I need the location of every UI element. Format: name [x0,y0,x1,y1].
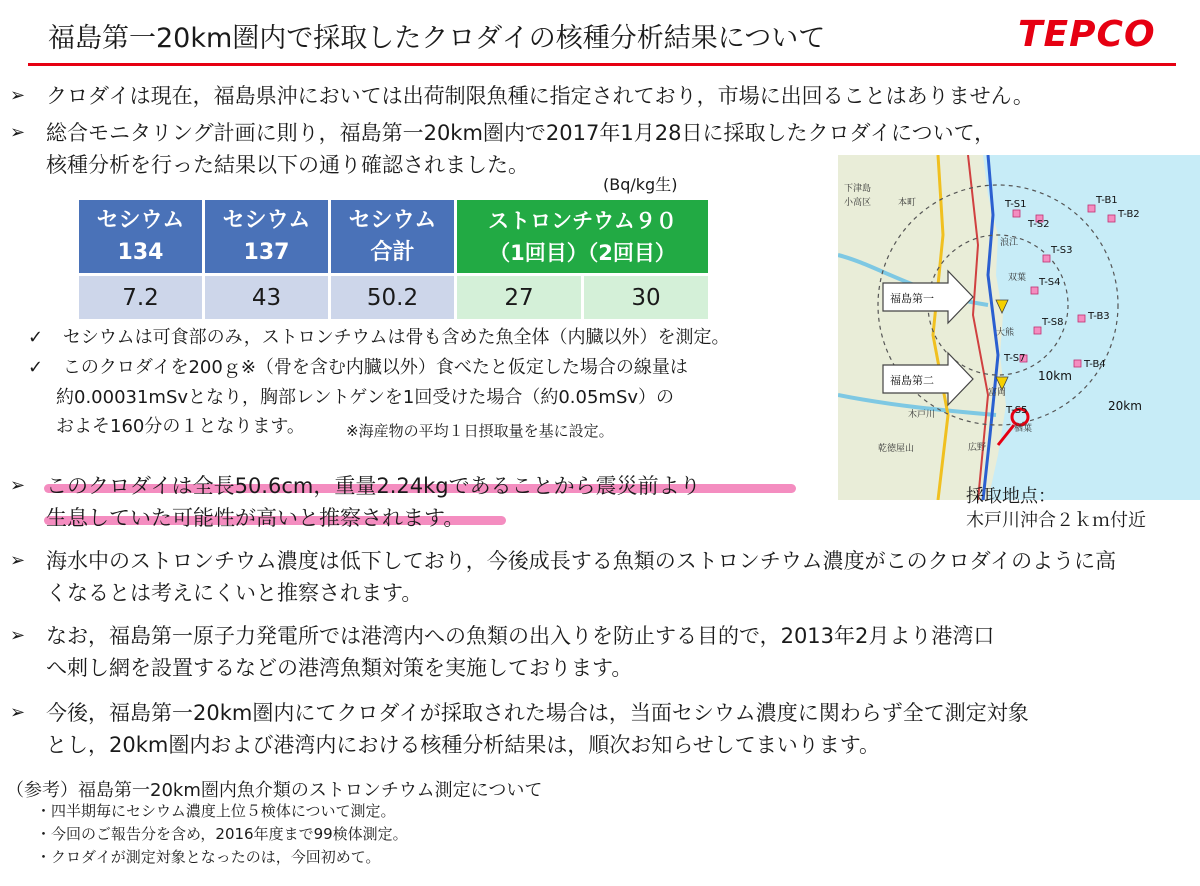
map-place-label: 広野 [968,443,987,453]
point-marker [1088,205,1095,212]
map-point-label: T-B4 [1084,359,1106,370]
bullet-4-line-2: くなるとは考えにくいと推察されます。 [46,581,423,605]
reference-item: ・クロダイが測定対象となったのは，今回初めて。 [36,848,381,866]
header-sr90 [456,199,710,275]
reference-title: （参考）福島第一20km圏内魚介類のストロンチウム測定について [6,780,543,801]
point-marker [1031,287,1038,294]
point-marker [1013,210,1020,217]
map-label-station1: 福島第一 [890,292,934,305]
value-cs134: 7.2 [78,275,204,321]
table-value-row [78,275,710,321]
value-sr90-first: 27 [456,275,583,321]
bullet-1 [10,80,1034,112]
bullet-3 [10,470,701,534]
table-header-row [78,199,710,275]
value-cs137: 43 [204,275,330,321]
note-1-text: セシウムは可食部のみ，ストロンチウムは骨も含めた魚全体（内臓以外）を測定。 [62,327,730,348]
title-divider [28,63,1176,66]
bullet-6-line-1: 今後，福島第一20km圏内にてクロダイが採取された場合は，当面セシウム濃度に関わらず全て測定対象 [46,701,1029,725]
bullet-4-line-1: 海水中のストロンチウム濃度は低下しており，今後成長する魚類のストロンチウム濃度がこのクロダイのように高 [46,549,1117,573]
bullet-2-line-1: 総合モニタリング計画に則り，福島第一20km圏内で2017年1月28日に採取したクロダイについて， [46,121,996,145]
map-caption-line-2: 木戸川沖合２ｋｍ付近 [966,510,1146,531]
bullet-6-line-2: とし，20km圏内および港湾内における核種分析結果は，順次お知らせしてまいります。 [46,733,881,757]
note-2-line-3: およそ160分の１となります。 [56,416,305,437]
bullet-3-line-1: このクロダイは全長50.6cm，重量2.24kgであることから震災前より [46,474,701,498]
note-2 [28,354,688,382]
sampling-map [838,155,1200,500]
page-title: 福島第一20km圏内で採取したクロダイの核種分析結果について [48,23,826,54]
map-place-label: 富岡 [988,388,1007,398]
results-table [76,197,711,322]
map-place-label: 双葉 [1008,273,1027,283]
map-point-label: T-S3 [1051,245,1073,256]
header-cs137 [204,199,330,275]
note-1 [28,324,730,352]
map-place-label: 大熊 [996,328,1015,338]
bullet-5 [10,620,994,684]
value-sr90-second: 30 [583,275,710,321]
map-label-station2: 福島第二 [890,374,934,387]
bullet-arrow-icon: ➢ [10,625,26,646]
note-2-line-1: このクロダイを200ｇ※（骨を含む内臓以外）食べたと仮定した場合の線量は [62,357,688,378]
point-marker [1078,315,1085,322]
map-point-label: T-B2 [1118,209,1140,220]
header-cs-total [330,199,456,275]
map-point-label: T-S4 [1039,277,1061,288]
map-graphic [838,155,1200,500]
reference-item: ・四半期毎にセシウム濃度上位５検体について測定。 [36,802,396,820]
map-point-label: T-S1 [1005,199,1027,210]
map-place-label: 小高区 [844,198,872,208]
note-2-line-2: 約0.00031mSvとなり，胸部レントゲンを1回受けた場合（約0.05mSv）の [56,387,675,408]
check-icon: ✓ [28,327,44,348]
bullet-arrow-icon: ➢ [10,702,26,723]
map-point-label: T-B1 [1096,195,1118,206]
bullet-5-line-2: へ刺し網を設置するなどの港湾魚類対策を実施しております。 [46,656,633,680]
reference-item: ・今回のご報告分を含め，2016年度まで99検体測定。 [36,825,408,843]
map-place-label: 下津島 [844,184,872,194]
reference-list [36,800,408,869]
point-marker [1043,255,1050,262]
bullet-arrow-icon: ➢ [10,122,26,143]
bullet-4 [10,545,1116,609]
check-icon: ✓ [28,357,44,378]
value-cs-total: 50.2 [330,275,456,321]
header-cs134 [78,199,204,275]
bullet-1-text: クロダイは現在，福島県沖においては出荷制限魚種に指定されており，市場に出回ることはありません。 [46,84,1034,108]
header-sr90-line-2: （1回目）（2回目） [489,240,676,265]
bullet-6 [10,697,1029,761]
header-sr90-line-1: ストロンチウム９０ [488,208,677,233]
map-place-label: 本町 [898,198,917,208]
header-cs137-line-1: セシウム [222,207,311,233]
map-place-label: 乾徳屋山 [878,444,915,454]
map-point-label: T-S8 [1042,317,1064,328]
map-point-label: T-S5 [1006,405,1028,416]
point-marker [1074,360,1081,367]
header-cs-total-line-1: セシウム [348,207,437,233]
map-caption-line-1: 採取地点： [966,486,1056,507]
bullet-arrow-icon: ➢ [10,550,26,571]
tepco-logo: TEPCO [1018,14,1156,55]
point-marker [1108,215,1115,222]
bullet-arrow-icon: ➢ [10,85,26,106]
header-cs137-line-2: 137 [243,239,290,265]
map-point-label: T-B3 [1088,311,1110,322]
map-point-label: T-S2 [1028,219,1050,230]
bullet-5-line-1: なお，福島第一原子力発電所では港湾内への魚類の出入りを防止する目的で，2013年2月より港湾口 [46,624,995,648]
map-label-20km: 20km [1108,399,1142,413]
bullet-3-line-2: 生息していた可能性が高いと推察されます。 [46,506,465,530]
bullet-arrow-icon: ➢ [10,475,26,496]
bullet-2-line-2: 核種分析を行った結果以下の通り確認されました。 [46,153,529,177]
table-unit: (Bq/kg生) [603,175,678,194]
map-point-label: T-S7 [1004,353,1026,364]
map-label-10km: 10km [1038,369,1072,383]
note-footnote: ※海産物の平均１日摂取量を基に設定。 [346,422,614,440]
header-cs-total-line-2: 合計 [370,239,415,265]
map-place-label: 木戸川 [908,410,936,420]
header-cs134-line-1: セシウム [96,207,185,233]
map-place-label: 楢葉 [1014,424,1033,434]
point-marker [1034,327,1041,334]
map-place-label: 浪江 [1000,238,1019,248]
header-cs134-line-2: 134 [117,239,164,265]
